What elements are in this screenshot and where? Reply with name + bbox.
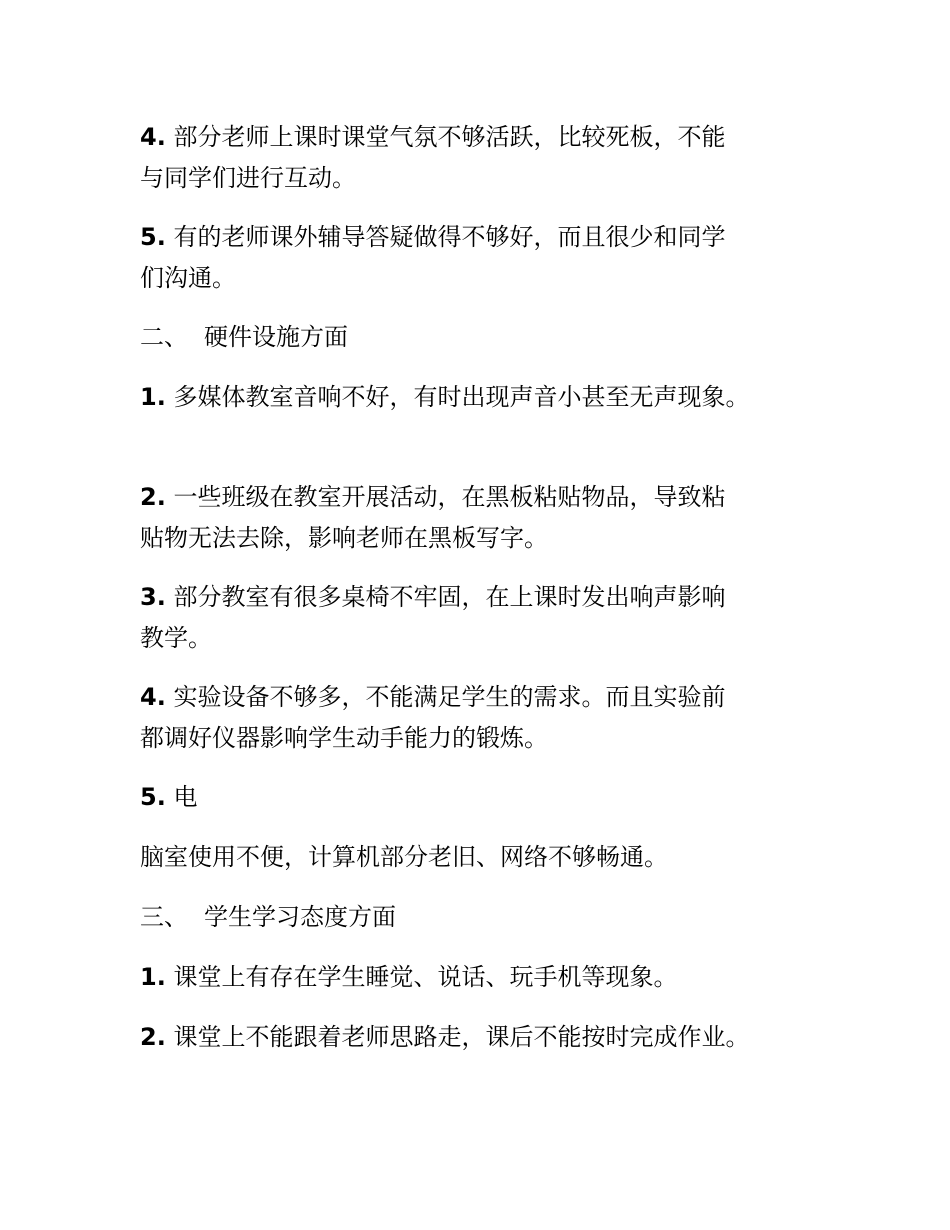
attitude-item-2	[140, 1022, 749, 1052]
paragraph-continuation: 们沟通。	[140, 264, 236, 292]
paragraph-number: 4.	[140, 683, 166, 711]
hardware-item-4-line-1	[140, 682, 725, 712]
hardware-item-2-line-2	[140, 523, 548, 553]
paragraph-text: 部分教室有很多桌椅不牢固，在上课时发出响声影响	[173, 583, 726, 611]
paragraph-continuation: 与同学们进行互动。	[140, 164, 356, 192]
hardware-item-3-line-2	[140, 623, 212, 653]
paragraph-continuation: 教学。	[140, 624, 212, 652]
paragraph-number: 5.	[140, 783, 166, 811]
hardware-item-3-line-1	[140, 582, 725, 612]
hardware-item-4-line-2	[140, 723, 548, 753]
paragraph-continuation: 贴物无法去除，影响老师在黑板写字。	[140, 524, 548, 552]
paragraph-number: 2.	[140, 483, 166, 511]
paragraph-text: 电	[173, 783, 198, 811]
section-number: 三、	[140, 903, 188, 931]
section-title: 学生学习态度方面	[204, 903, 396, 931]
hardware-item-5-continued	[140, 842, 668, 872]
paragraph-continuation: 都调好仪器影响学生动手能力的锻炼。	[140, 724, 548, 752]
section-heading-hardware	[140, 322, 348, 352]
paragraph-text: 一些班级在教室开展活动，在黑板粘贴物品，导致粘	[173, 483, 726, 511]
paragraph-text: 多媒体教室音响不好，有时出现声音小甚至无声现象。	[173, 383, 750, 411]
section-title: 硬件设施方面	[204, 323, 348, 351]
paragraph-text: 课堂上不能跟着老师思路走，课后不能按时完成作业。	[173, 1023, 750, 1051]
paragraph-number: 3.	[140, 583, 166, 611]
attitude-item-1	[140, 962, 677, 992]
paragraph-text: 脑室使用不便，计算机部分老旧、网络不够畅通。	[140, 843, 668, 871]
section-heading-attitude	[140, 902, 396, 932]
hardware-item-1	[140, 382, 749, 412]
hardware-item-5	[140, 782, 197, 812]
paragraph-text: 实验设备不够多，不能满足学生的需求。而且实验前	[173, 683, 726, 711]
paragraph-text: 课堂上有存在学生睡觉、说话、玩手机等现象。	[173, 963, 678, 991]
paragraph-number: 1.	[140, 963, 166, 991]
paragraph-text: 部分老师上课时课堂气氛不够活跃，比较死板，不能	[173, 123, 726, 151]
paragraph-number: 1.	[140, 383, 166, 411]
paragraph-5-line-2	[140, 263, 236, 293]
paragraph-number: 4.	[140, 123, 166, 151]
paragraph-4-line-2	[140, 163, 356, 193]
paragraph-number: 2.	[140, 1023, 166, 1051]
paragraph-4-line-1	[140, 122, 725, 152]
paragraph-number: 5.	[140, 223, 166, 251]
paragraph-5-line-1	[140, 222, 725, 252]
section-number: 二、	[140, 323, 188, 351]
paragraph-text: 有的老师课外辅导答疑做得不够好，而且很少和同学	[173, 223, 726, 251]
hardware-item-2-line-1	[140, 482, 725, 512]
